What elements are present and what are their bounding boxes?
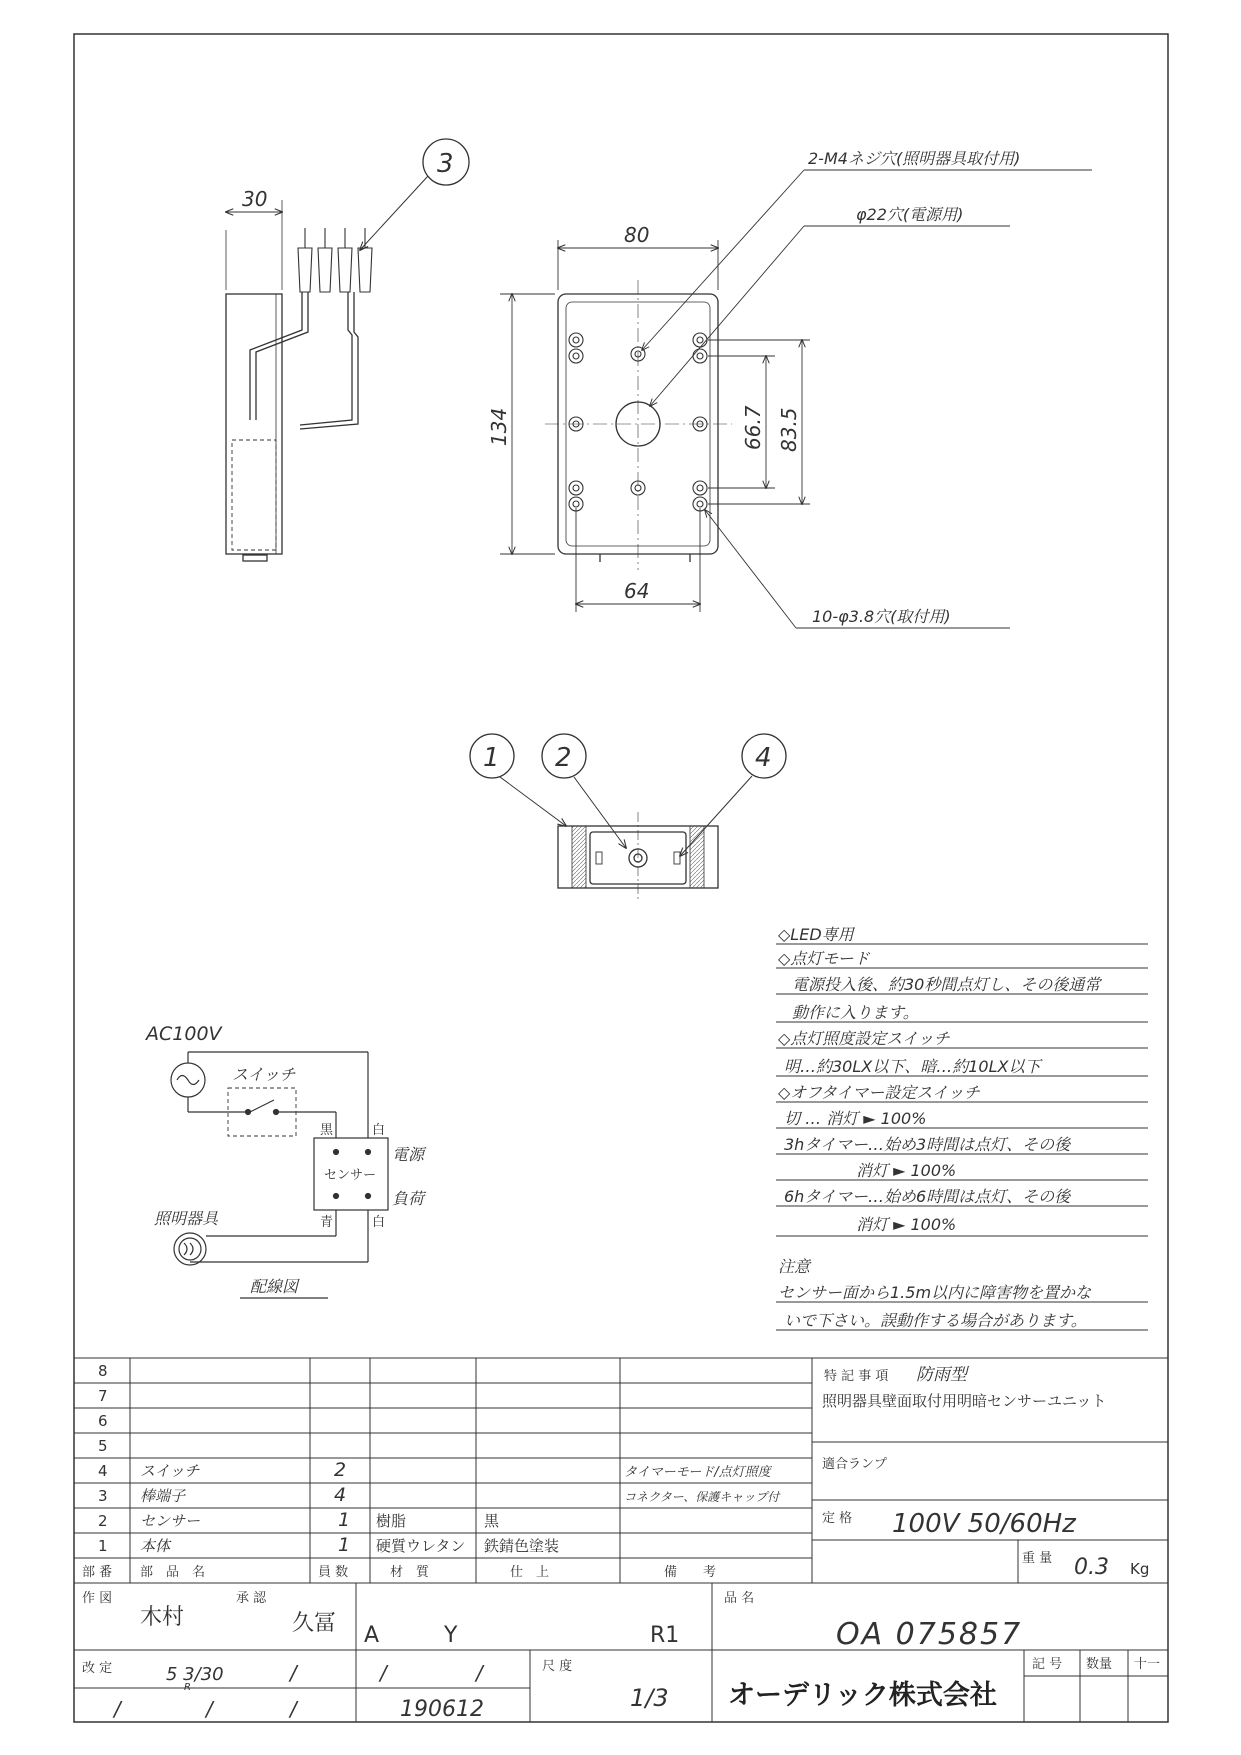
revision-date: 5 3/30 xyxy=(166,1664,224,1685)
extra-label: 十一 xyxy=(1134,1657,1161,1672)
wire-white-top: 白 xyxy=(372,1123,386,1138)
scale-value: 1/3 xyxy=(630,1684,669,1712)
part-qty: 1 xyxy=(338,1534,351,1556)
note-offtimer-title: ◇オフタイマー設定スイッチ xyxy=(778,1083,980,1102)
part-name: 本体 xyxy=(140,1537,171,1555)
balloon-4-number: 4 xyxy=(755,743,772,773)
note-offtimer-line3: 消灯 ► 100% xyxy=(856,1161,957,1180)
part-no: 4 xyxy=(98,1462,108,1480)
rating-label: 定 格 xyxy=(822,1511,853,1526)
balloon-2-number: 2 xyxy=(555,743,572,773)
wiring-ac-label: AC100V xyxy=(146,1023,222,1045)
header-material: 材 質 xyxy=(390,1565,430,1580)
callout-mount-holes: 10-φ3.8穴(取付用) xyxy=(812,607,951,626)
slash-mark: / xyxy=(290,1661,297,1685)
note-offtimer-line4: 6hタイマー…始め6時間は点灯、その後 xyxy=(784,1187,1071,1206)
wiring-power-label: 電源 xyxy=(392,1145,425,1164)
note-caution-title: 注意 xyxy=(778,1257,811,1276)
note-lighting-mode-line2: 動作に入ります。 xyxy=(792,1003,919,1022)
header-part-name: 部 品 名 xyxy=(140,1565,206,1580)
top-width-dim: 80 xyxy=(624,223,650,247)
part-qty: 2 xyxy=(334,1459,347,1481)
balloon-3-number: 3 xyxy=(437,149,454,179)
part-name: センサー xyxy=(140,1512,201,1530)
code-r1: R1 xyxy=(650,1623,680,1648)
front-view xyxy=(470,734,786,900)
company-name: オーデリック株式会社 xyxy=(728,1680,997,1711)
callout-screw-holes: 2-M4ネジ穴(照明器具取付用) xyxy=(808,149,1021,168)
slash-mark: / xyxy=(380,1661,387,1685)
note-illuminance-title: ◇点灯照度設定スイッチ xyxy=(778,1029,950,1048)
document-number: 190612 xyxy=(400,1697,484,1722)
wire-white-bottom: 白 xyxy=(372,1215,386,1230)
product-code: OA 075857 xyxy=(836,1617,1023,1652)
note-lighting-mode-title: ◇点灯モード xyxy=(778,949,870,968)
part-name: 棒端子 xyxy=(140,1487,186,1505)
note-offtimer-line2: 3hタイマー…始め3時間は点灯、その後 xyxy=(784,1135,1071,1154)
part-no: 2 xyxy=(98,1512,108,1530)
header-qty: 員 数 xyxy=(318,1565,349,1580)
slash-mark: / xyxy=(206,1697,213,1721)
drawn-by-label: 作 図 xyxy=(82,1591,113,1606)
symbol-label: 記 号 xyxy=(1032,1657,1063,1672)
part-no: 5 xyxy=(98,1437,108,1455)
parts-table-grid xyxy=(74,1358,1168,1722)
special-notes-label: 特 記 事 項 xyxy=(824,1369,889,1384)
part-qty: 1 xyxy=(338,1509,351,1531)
header-part-no: 部 番 xyxy=(82,1565,113,1580)
table-row xyxy=(98,1534,559,1556)
table-row xyxy=(98,1484,781,1506)
wire-blue: 青 xyxy=(320,1215,334,1230)
table-row xyxy=(98,1412,108,1430)
wiring-sensor-label: センサー xyxy=(324,1168,377,1183)
wiring-fixture-label: 照明器具 xyxy=(154,1209,219,1228)
weight-value: 0.3 xyxy=(1074,1555,1109,1580)
compatible-lamp-label: 適合ランプ xyxy=(822,1457,888,1472)
part-no: 7 xyxy=(98,1387,108,1405)
code-a: A xyxy=(364,1623,380,1648)
slash-mark: / xyxy=(114,1697,121,1721)
table-header-row xyxy=(82,1564,716,1580)
approved-by-label: 承 認 xyxy=(236,1591,267,1606)
table-row xyxy=(98,1437,108,1455)
wire-black: 黒 xyxy=(320,1123,334,1138)
sheet-border xyxy=(74,34,1168,1722)
special-notes-value: 防雨型 xyxy=(916,1365,967,1385)
part-no: 6 xyxy=(98,1412,108,1430)
part-qty: 4 xyxy=(334,1484,347,1506)
slash-mark: / xyxy=(476,1661,483,1685)
top-height-dim: 134 xyxy=(487,407,511,446)
header-finish: 仕 上 xyxy=(510,1565,550,1580)
table-row xyxy=(98,1387,108,1405)
bottom-dim-64: 64 xyxy=(624,579,650,603)
wiring-switch-label: スイッチ xyxy=(232,1065,296,1084)
note-lighting-mode-line1: 電源投入後、約30秒間点灯し、その後通常 xyxy=(792,975,1101,994)
part-material: 樹脂 xyxy=(376,1512,407,1530)
note-offtimer-line5: 消灯 ► 100% xyxy=(856,1215,957,1234)
part-finish: 鉄錆色塗装 xyxy=(484,1537,560,1555)
table-row xyxy=(98,1362,108,1380)
drawn-by-name: 木村 xyxy=(140,1605,185,1630)
note-offtimer-line1: 切 … 消灯 ► 100% xyxy=(784,1109,927,1128)
note-caution-line1: センサー面から1.5m以内に障害物を置かな xyxy=(778,1283,1092,1302)
approved-by-name: 久冨 xyxy=(292,1611,337,1636)
part-no: 8 xyxy=(98,1362,108,1380)
product-description: 照明器具壁面取付用明暗センサーユニット xyxy=(822,1392,1107,1410)
parts-table xyxy=(82,1362,781,1580)
header-remarks: 備 考 xyxy=(664,1565,717,1580)
quantity-label: 数量 xyxy=(1086,1657,1113,1672)
part-no: 1 xyxy=(98,1537,108,1555)
slash-mark: / xyxy=(290,1697,297,1721)
note-caution-line2: いで下さい。誤動作する場合があります。 xyxy=(784,1311,1087,1330)
part-finish: 黒 xyxy=(484,1512,500,1530)
balloon-1-number: 1 xyxy=(483,743,500,773)
weight-unit: Kg xyxy=(1130,1560,1150,1578)
wiring-load-label: 負荷 xyxy=(392,1189,425,1208)
side-depth-dim: 30 xyxy=(242,187,268,211)
top-view-dimensions xyxy=(500,170,1092,628)
title-block xyxy=(82,1591,1160,1722)
revision-label: 改 定 xyxy=(82,1661,113,1676)
product-name-label: 品 名 xyxy=(724,1591,755,1606)
wiring-title: 配線図 xyxy=(250,1277,299,1296)
weight-label: 重 量 xyxy=(1022,1551,1053,1566)
spec-block xyxy=(822,1365,1149,1580)
code-y: Y xyxy=(444,1623,458,1648)
revision-sub: R xyxy=(184,1682,191,1693)
inner-dim-66-7: 66.7 xyxy=(741,405,765,450)
inner-dim-83-5: 83.5 xyxy=(777,407,801,452)
table-row xyxy=(98,1459,773,1481)
part-remarks: コネクター、保護キャップ付 xyxy=(624,1490,780,1504)
table-row xyxy=(98,1509,500,1531)
scale-label: 尺 度 xyxy=(542,1659,573,1674)
note-illuminance-line: 明…約30LX以下、暗…約10LX以下 xyxy=(784,1057,1041,1076)
part-material: 硬質ウレタン xyxy=(376,1537,466,1555)
part-no: 3 xyxy=(98,1487,108,1505)
part-name: スイッチ xyxy=(140,1462,200,1480)
part-remarks: タイマーモード/点灯照度 xyxy=(624,1465,771,1480)
note-led-only: ◇LED専用 xyxy=(778,925,854,944)
callout-power-hole: φ22穴(電源用) xyxy=(856,205,964,224)
rating-value: 100V 50/60Hz xyxy=(892,1509,1076,1539)
